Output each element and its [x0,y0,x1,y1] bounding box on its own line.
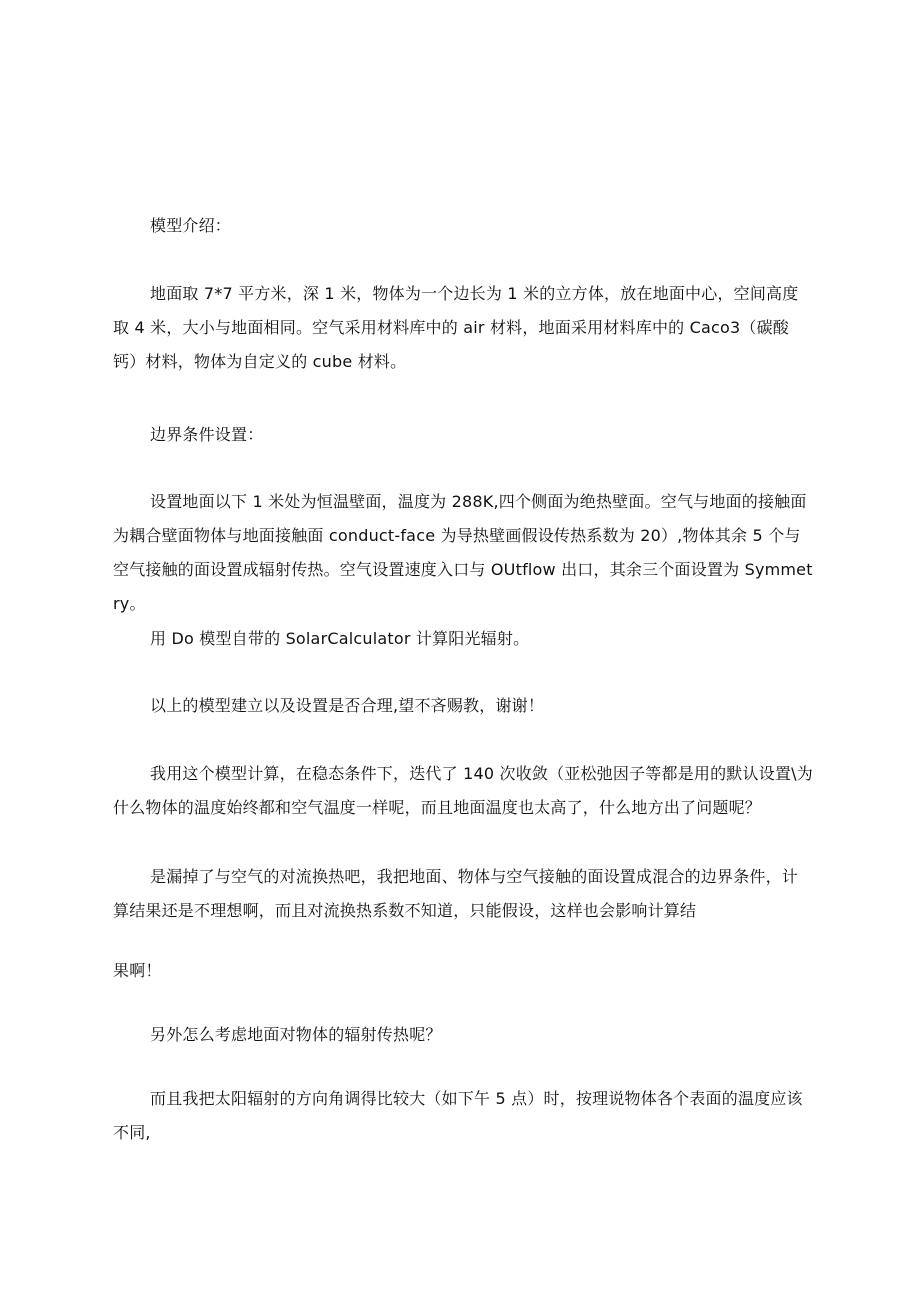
question-solar-angle-paragraph: 而且我把太阳辐射的方向角调得比较大（如下午 5 点）时，按理说物体各个表面的温度应该不同, [113,1089,803,1142]
solar-calculator-paragraph: 用 Do 模型自带的 SolarCalculator 计算阳光辐射。 [150,629,530,648]
ask-advice-paragraph: 以上的模型建立以及设置是否合理,望不吝赐教，谢谢！ [150,696,545,715]
boundary-body: 设置地面以下 1 米处为恒温壁面，温度为 288K,四个侧面为绝热壁面。空气与地面的接触面为耦合壁面物体与地面接触面 conduct-face 为导热壁画假设传热系数为 20）,物体其余 5 个与空气接触的面设置成辐射传热。空气设置速度入口与 OUtflow 出口，其余三个面设置为 Symmetry。 [113,492,813,613]
boundary-heading: 边界条件设置： [150,425,264,444]
model-intro-body: 地面取 7*7 平方米，深 1 米，物体为一个边长为 1 米的立方体，放在地面中心，空间高度取 4 米，大小与地面相同。空气采用材料库中的 air 材料，地面采用材料库中的 Caco3（碳酸钙）材料，物体为自定义的 cube 材料。 [113,284,799,371]
question-convection-paragraph: 是漏掉了与空气的对流换热吧，我把地面、物体与空气接触的面设置成混合的边界条件，计算结果还是不理想啊，而且对流换热系数不知道，只能假设，这样也会影响计算结 [113,867,799,920]
question-convergence-paragraph: 我用这个模型计算，在稳态条件下，迭代了 140 次收敛（亚松弛因子等都是用的默认设置\为什么物体的温度始终都和空气温度一样呢，而且地面温度也太高了，什么地方出了问题呢？ [113,764,813,817]
model-intro-heading: 模型介绍： [150,216,232,235]
question-ground-radiation-paragraph: 另外怎么考虑地面对物体的辐射传热呢？ [150,1025,442,1044]
question-convection-tail: 果啊！ [113,961,162,980]
